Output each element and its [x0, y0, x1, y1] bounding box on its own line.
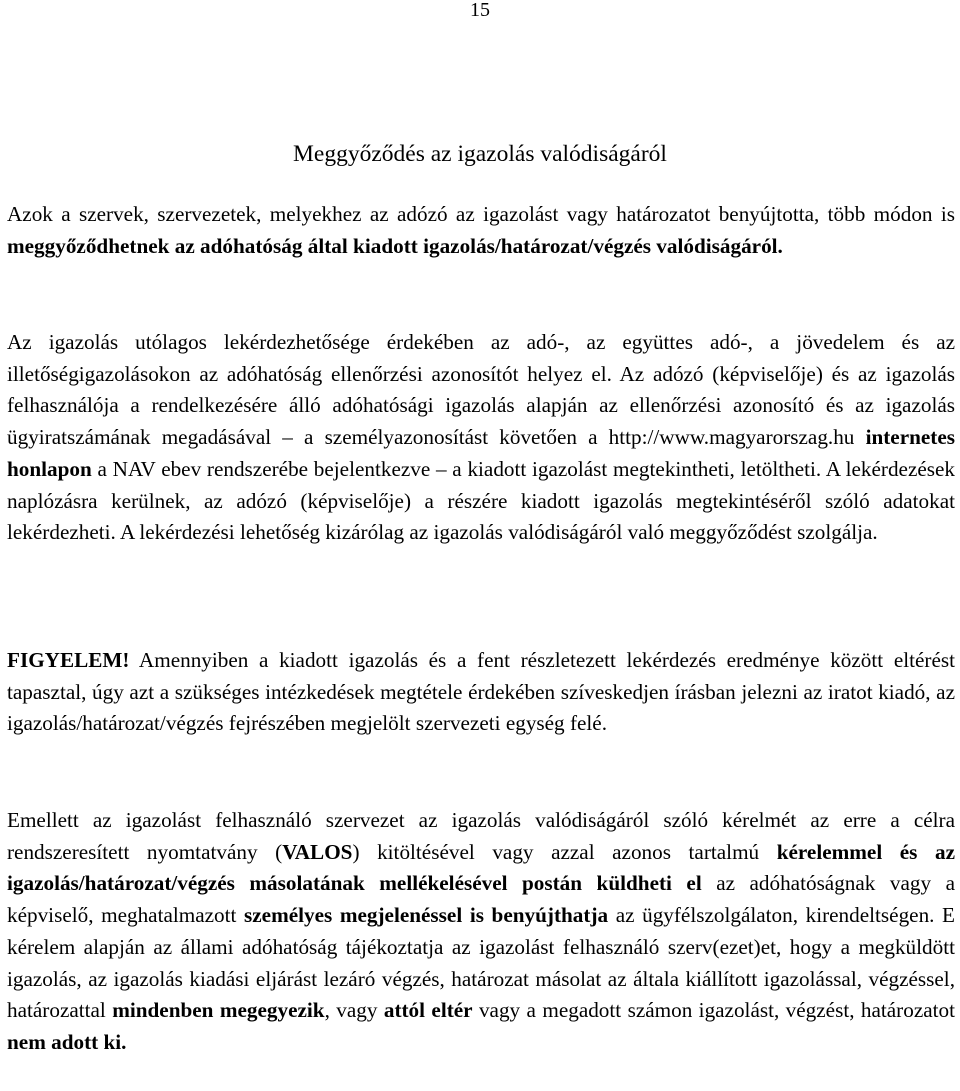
text-segment-bold: nem adott ki. — [7, 1029, 127, 1054]
text-segment: az ügyfélszolgálaton, kirendeltségen. E kérelem alapján az állami adóhatóság tájékoztatja az igazolást felhasználó szerv(ezet)et, hogy a megküldött igazolás, az igazolás kiadási eljárást lezáró végzés, határozat másolat az általa kiállított igazolással, végzéssel, határozattal — [7, 903, 955, 1023]
text-segment: Amennyiben a kiadott igazolás és a fent részletezett lekérdezés eredménye között eltérést tapasztal, úgy azt a szükséges intézkedések megtétele érdekében szíveskedjen írásban jelezni az iratot kiadó, az igazolás/határozat/végzés fejrészében megjelölt szervezeti egység felé. — [7, 648, 955, 736]
text-segment-bold: meggyőződhetnek az adóhatóság által kiadott igazolás/határozat/végzés valódiságáról. — [7, 233, 783, 258]
text-segment-bold: attól eltér — [383, 998, 473, 1023]
paragraph-verification-intro — [7, 199, 955, 262]
text-segment: Azok a szervek, szervezetek, melyekhez az adózó az igazolást vagy határozatot benyújtotta, több módon is — [7, 202, 955, 226]
text-segment-bold: személyes megjelenéssel is benyújthatja — [244, 903, 609, 928]
paragraph-warning — [7, 645, 955, 740]
text-segment: , vagy — [324, 998, 384, 1023]
text-segment: az adóhatóságnak vagy a képviselő, meghatalmazott — [7, 871, 955, 928]
text-segment: vagy a megadott számon igazolást, végzést, határozatot — [472, 998, 955, 1023]
text-segment: Az igazolás utólagos lekérdezhetősége érdekében az adó-, az együttes adó-, a jövedelem és az illetőségigazolásokon az adóhatóság ellenőrzési azonosítót helyez el. Az adózó (képviselője) és az igazolás felhasználója a rendelkezésére álló adóhatósági igazolás alapján az ellenőrzési azonosító és az igazolás ügyiratszámának megadásával – a személyazonosítást követően a http://www.magyarorszag.hu — [7, 330, 955, 450]
paragraph-request-procedure — [7, 805, 955, 1059]
text-segment: a NAV ebev rendszerébe bejelentkezve – a kiadott igazolást megtekintheti, letöltheti. A lekérdezések naplózásra kerülnek, az adózó (képviselője) a részére kiadott igazolás megtekintéséről szóló adatokat lekérdezheti. A lekérdezési lehetőség kizárólag az igazolás valódiságáról való meggyőződést szolgálja. — [7, 456, 955, 545]
text-segment: Emellett az igazolást felhasználó szervezet az igazolás valódiságáról szóló kérelmét az erre a célra rendszeresített nyomtatvány ( — [7, 808, 955, 864]
text-segment: ) kitöltésével vagy azzal azonos tartalmú — [352, 839, 777, 864]
text-segment-bold: mindenben megegyezik — [112, 998, 325, 1023]
page-number: 15 — [470, 0, 490, 21]
text-segment-bold: VALOS — [282, 839, 353, 864]
page-title: Meggyőződés az igazolás valódiságáról — [293, 141, 667, 167]
warning-label: FIGYELEM! — [7, 648, 130, 672]
text-segment-bold: kérelemmel és az igazolás/határozat/végzés másolatának mellékelésével postán küldheti el — [7, 839, 955, 896]
paragraph-online-query — [7, 327, 955, 549]
text-segment-bold: internetes honlapon — [7, 425, 955, 481]
